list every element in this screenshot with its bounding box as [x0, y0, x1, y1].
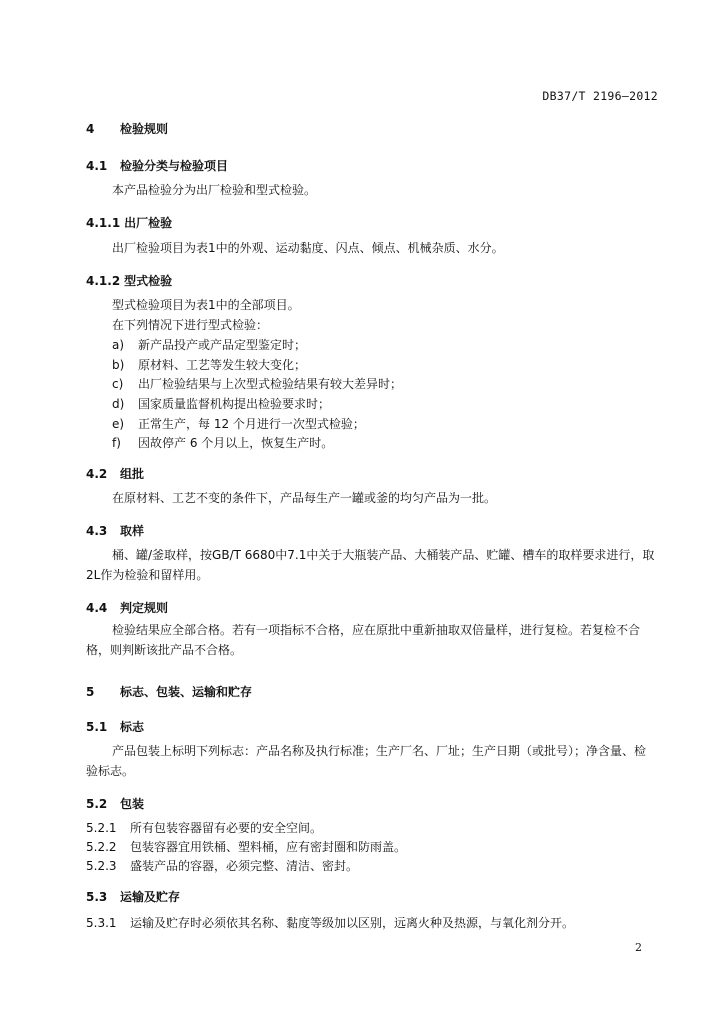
section-title: 组批	[120, 467, 145, 481]
section-number: 4.3	[86, 524, 108, 538]
list-item	[112, 355, 306, 375]
section-title: 标志、包装、运输和贮存	[120, 685, 253, 699]
section-5-3-heading	[86, 888, 180, 905]
list-item	[112, 394, 330, 414]
list-item	[112, 433, 333, 453]
section-4-2-heading	[86, 465, 144, 482]
document-code: DB37/T 2196—2012	[542, 89, 658, 103]
subclause-text: 所有包装容器留有必要的安全空间。	[130, 821, 323, 835]
subclause-number: 5.2.2	[86, 840, 117, 854]
section-4-heading	[86, 120, 168, 137]
section-4-1-heading	[86, 157, 228, 174]
list-item	[112, 374, 402, 394]
subclause-text: 盛装产品的容器，必须完整、清洁、密封。	[130, 859, 359, 873]
section-title: 型式检验	[124, 274, 173, 288]
section-4-2-text: 在原材料、工艺不变的条件下，产品每生产一罐或釜的均匀产品为一批。	[112, 491, 497, 505]
section-number: 5	[86, 685, 95, 699]
section-title: 取样	[120, 524, 145, 538]
section-number: 4.1.2	[86, 274, 121, 288]
subclause	[86, 856, 358, 876]
section-number: 4.2	[86, 467, 108, 481]
section-number: 5.2	[86, 797, 108, 811]
subclause-text: 包装容器宜用铁桶、塑料桶，应有密封圈和防雨盖。	[130, 840, 407, 854]
section-5-1-heading	[86, 718, 144, 735]
list-text: 因故停产 6 个月以上，恢复生产时。	[138, 436, 334, 450]
section-4-1-2-text-1: 型式检验项目为表1中的全部项目。	[112, 298, 300, 312]
section-4-1-text: 本产品检验分为出厂检验和型式检验。	[112, 183, 317, 197]
section-4-1-1-text: 出厂检验项目为表1中的外观、运动黏度、闪点、倾点、机械杂质、水分。	[112, 241, 504, 255]
section-4-3-heading	[86, 522, 144, 539]
section-title: 运输及贮存	[120, 890, 181, 904]
list-marker: b)	[112, 358, 125, 372]
subclause-number: 5.2.1	[86, 821, 117, 835]
subclause-number: 5.2.3	[86, 859, 117, 873]
list-marker: c)	[112, 377, 124, 391]
list-marker: f)	[112, 436, 121, 450]
section-number: 5.1	[86, 720, 108, 734]
subclause-number: 5.3.1	[86, 916, 117, 930]
list-text: 出厂检验结果与上次型式检验结果有较大差异时；	[138, 377, 403, 391]
page-number: 2	[635, 941, 642, 954]
subclause	[86, 913, 574, 933]
section-4-1-2-heading	[86, 272, 172, 289]
section-number: 4.1.1	[86, 216, 121, 230]
section-5-2-heading	[86, 795, 144, 812]
section-4-1-1-heading	[86, 214, 172, 231]
section-number: 4.1	[86, 159, 108, 173]
list-text: 正常生产，每 12 个月进行一次型式检验；	[138, 417, 365, 431]
section-number: 4.4	[86, 601, 108, 615]
list-marker: a)	[112, 338, 125, 352]
section-title: 标志	[120, 720, 145, 734]
list-item	[112, 414, 365, 434]
section-4-4-text: 检验结果应全部合格。若有一项指标不合格，应在原批中重新抽取双倍量样，进行复检。若复检不合格，则判断该批产品不合格。	[86, 623, 641, 657]
list-item	[112, 335, 306, 355]
section-number: 5.3	[86, 890, 108, 904]
list-text: 国家质量监督机构提出检验要求时；	[138, 397, 331, 411]
section-4-3-text: 桶、罐/釜取样，按GB/T 6680中7.1中关于大瓶装产品、大桶装产品、贮罐、槽车的取样要求进行，取2L作为检验和留样用。	[86, 548, 655, 582]
list-marker: e)	[112, 417, 125, 431]
subclause	[86, 837, 406, 857]
section-4-4-heading	[86, 599, 168, 616]
section-title: 出厂检验	[124, 216, 173, 230]
list-text: 新产品投产或产品定型鉴定时；	[138, 338, 307, 352]
list-marker: d)	[112, 397, 125, 411]
subclause-text: 运输及贮存时必须依其名称、黏度等级加以区别，远离火种及热源，与氧化剂分开。	[130, 916, 575, 930]
section-title: 检验分类与检验项目	[120, 159, 229, 173]
section-number: 4	[86, 122, 95, 136]
section-4-1-2-text-2: 在下列情况下进行型式检验：	[112, 318, 269, 332]
section-title: 判定规则	[120, 601, 169, 615]
list-text: 原材料、工艺等发生较大变化；	[138, 358, 307, 372]
section-5-1-text: 产品包装上标明下列标志：产品名称及执行标准；生产厂名、厂址；生产日期（或批号）；净含量、检验标志。	[86, 744, 647, 778]
section-title: 检验规则	[120, 122, 169, 136]
section-title: 包装	[120, 797, 145, 811]
subclause	[86, 818, 322, 838]
section-5-heading	[86, 683, 252, 700]
